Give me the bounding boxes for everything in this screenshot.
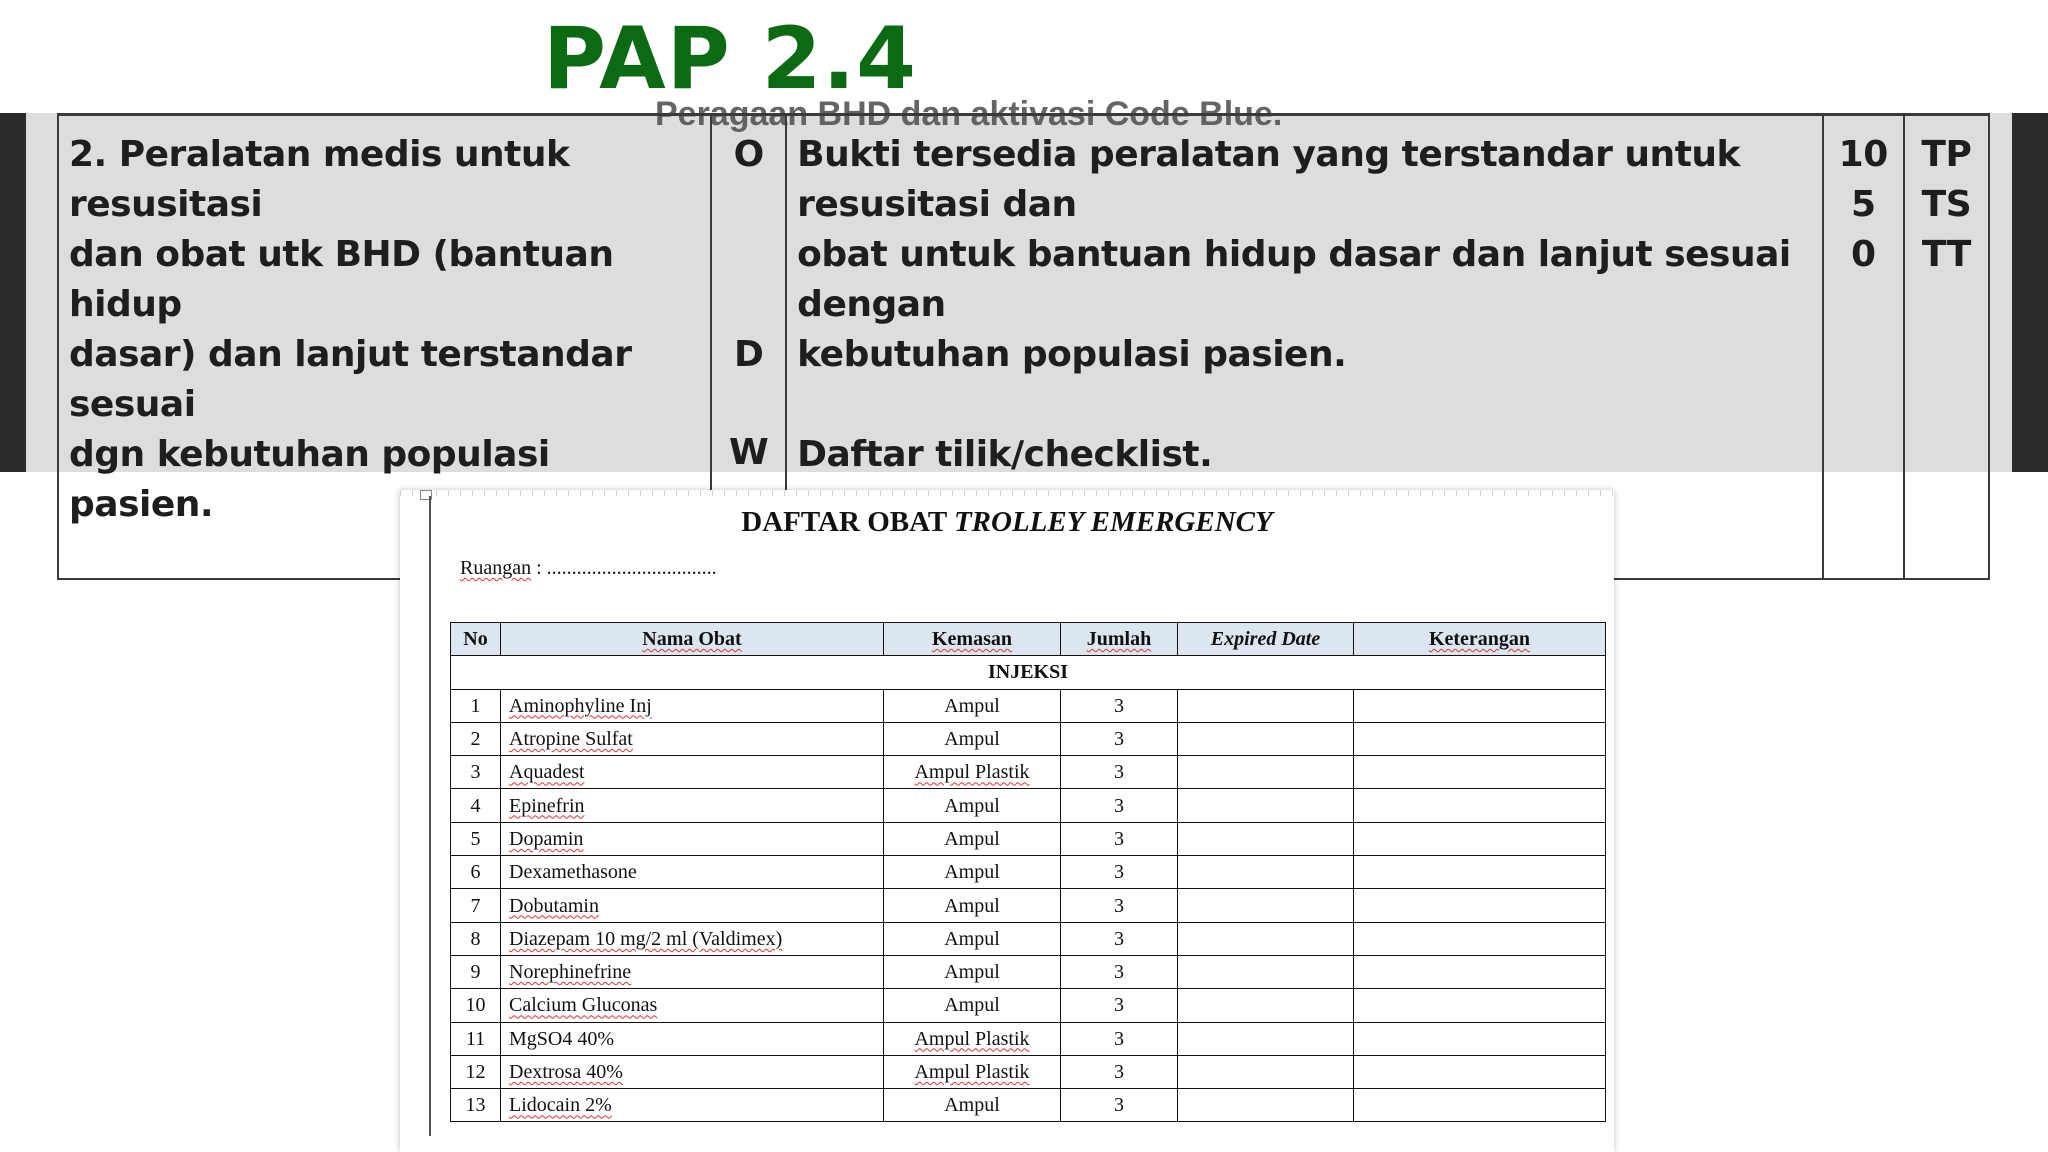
cell-qty: 3 bbox=[1061, 689, 1178, 722]
cell-notes bbox=[1354, 722, 1606, 755]
score-value: 0 bbox=[1850, 234, 1876, 275]
cell-expired bbox=[1178, 856, 1354, 889]
cell-drug-name: Norephinefrine bbox=[501, 955, 884, 988]
cell-drug-name: Calcium Gluconas bbox=[501, 989, 884, 1022]
cell-notes bbox=[1354, 756, 1606, 789]
cell-expired bbox=[1178, 789, 1354, 822]
element-o-line: Bukti tersedia peralatan yang terstandar untuk resusitasi dan bbox=[797, 134, 1740, 225]
slide-title: PAP 2.4 bbox=[543, 9, 918, 109]
band-left-edge bbox=[0, 113, 26, 472]
band-right-edge bbox=[2012, 113, 2048, 472]
col-header-no: No bbox=[451, 623, 501, 656]
cell-no: 3 bbox=[451, 756, 501, 789]
cell-drug-name: Aquadest bbox=[501, 756, 884, 789]
cell-expired bbox=[1178, 889, 1354, 922]
cell-expired bbox=[1178, 822, 1354, 855]
ruler bbox=[400, 490, 1614, 496]
cell-notes bbox=[1354, 1022, 1606, 1055]
col-header-expired: Expired Date bbox=[1178, 623, 1354, 656]
cell-pack: Ampul bbox=[884, 722, 1061, 755]
table-row bbox=[451, 689, 1606, 722]
section-row bbox=[451, 656, 1606, 689]
cell-no: 10 bbox=[451, 989, 501, 1022]
room-blank: : .................................. bbox=[531, 557, 717, 579]
cell-pack: Ampul bbox=[884, 689, 1061, 722]
score-label: TS bbox=[1921, 184, 1972, 225]
table-row bbox=[451, 955, 1606, 988]
cell-pack: Ampul bbox=[884, 955, 1061, 988]
code-d: D bbox=[733, 334, 764, 375]
cell-no: 12 bbox=[451, 1055, 501, 1088]
score-value: 5 bbox=[1850, 184, 1876, 225]
cell-drug-name: Diazepam 10 mg/2 ml (Valdimex) bbox=[501, 922, 884, 955]
cell-expired bbox=[1178, 922, 1354, 955]
cell-qty: 3 bbox=[1061, 789, 1178, 822]
table-row bbox=[451, 756, 1606, 789]
cell-expired bbox=[1178, 1022, 1354, 1055]
score-value: 10 bbox=[1838, 134, 1888, 175]
cell-qty: 3 bbox=[1061, 822, 1178, 855]
cell-notes bbox=[1354, 856, 1606, 889]
cell-pack: Ampul Plastik bbox=[884, 756, 1061, 789]
criteria-line: dasar) dan lanjut terstandar sesuai bbox=[69, 334, 632, 425]
cell-drug-name: MgSO4 40% bbox=[501, 1022, 884, 1055]
cell-expired bbox=[1178, 756, 1354, 789]
cell-pack: Ampul bbox=[884, 989, 1061, 1022]
document-title: DAFTAR OBAT TROLLEY EMERGENCY bbox=[741, 506, 1273, 538]
table-row bbox=[451, 722, 1606, 755]
cell-qty: 3 bbox=[1061, 756, 1178, 789]
cell-drug-name: Lidocain 2% bbox=[501, 1089, 884, 1122]
cell-notes bbox=[1354, 822, 1606, 855]
cell-expired bbox=[1178, 722, 1354, 755]
table-row bbox=[451, 989, 1606, 1022]
cell-pack: Ampul Plastik bbox=[884, 1055, 1061, 1088]
cell-pack: Ampul bbox=[884, 889, 1061, 922]
table-row bbox=[451, 1055, 1606, 1088]
table-row bbox=[451, 1022, 1606, 1055]
cell-notes bbox=[1354, 989, 1606, 1022]
document-page bbox=[400, 490, 1614, 1152]
cell-notes bbox=[1354, 789, 1606, 822]
cell-drug-name: Atropine Sulfat bbox=[501, 722, 884, 755]
cell-pack: Ampul bbox=[884, 789, 1061, 822]
col-header-name: Nama Obat bbox=[501, 623, 884, 656]
cell-no: 9 bbox=[451, 955, 501, 988]
cell-drug-name: Aminophyline Inj bbox=[501, 689, 884, 722]
room-line bbox=[460, 557, 717, 580]
score-label-cell bbox=[1904, 115, 1989, 580]
score-label: TT bbox=[1921, 234, 1971, 275]
cell-no: 2 bbox=[451, 722, 501, 755]
cell-notes bbox=[1354, 689, 1606, 722]
cell-drug-name: Dextrosa 40% bbox=[501, 1055, 884, 1088]
cell-no: 11 bbox=[451, 1022, 501, 1055]
cell-drug-name: Epinefrin bbox=[501, 789, 884, 822]
section-label: INJEKSI bbox=[451, 656, 1606, 689]
table-row bbox=[451, 1089, 1606, 1122]
cell-notes bbox=[1354, 1055, 1606, 1088]
cell-qty: 3 bbox=[1061, 1089, 1178, 1122]
cell-pack: Ampul bbox=[884, 922, 1061, 955]
cell-no: 4 bbox=[451, 789, 501, 822]
cell-no: 8 bbox=[451, 922, 501, 955]
cell-qty: 3 bbox=[1061, 1022, 1178, 1055]
cell-no: 6 bbox=[451, 856, 501, 889]
cell-no: 7 bbox=[451, 889, 501, 922]
table-row bbox=[451, 922, 1606, 955]
header-row bbox=[451, 623, 1606, 656]
drug-table bbox=[450, 622, 1606, 1122]
cell-notes bbox=[1354, 889, 1606, 922]
cell-expired bbox=[1178, 989, 1354, 1022]
cut-off-previous-row: Peragaan BHD dan aktivasi Code Blue. bbox=[655, 95, 1283, 133]
cell-notes bbox=[1354, 922, 1606, 955]
cell-qty: 3 bbox=[1061, 955, 1178, 988]
cell-expired bbox=[1178, 1055, 1354, 1088]
col-header-pack: Kemasan bbox=[884, 623, 1061, 656]
table-row bbox=[451, 822, 1606, 855]
col-header-notes: Keterangan bbox=[1354, 623, 1606, 656]
score-label: TP bbox=[1921, 134, 1972, 175]
element-o-line: kebutuhan populasi pasien. bbox=[797, 334, 1347, 375]
cell-drug-name: Dopamin bbox=[501, 822, 884, 855]
col-header-qty: Jumlah bbox=[1061, 623, 1178, 656]
code-o: O bbox=[733, 134, 764, 175]
element-o-line: obat untuk bantuan hidup dasar dan lanjut sesuai dengan bbox=[797, 234, 1791, 325]
cell-expired bbox=[1178, 689, 1354, 722]
cell-qty: 3 bbox=[1061, 989, 1178, 1022]
cell-no: 5 bbox=[451, 822, 501, 855]
room-label: Ruangan bbox=[460, 557, 532, 579]
cell-pack: Ampul bbox=[884, 856, 1061, 889]
code-w: W bbox=[729, 432, 769, 473]
cell-expired bbox=[1178, 955, 1354, 988]
criteria-line: dan obat utk BHD (bantuan hidup bbox=[69, 234, 614, 325]
cell-pack: Ampul bbox=[884, 822, 1061, 855]
cell-drug-name: Dexamethasone bbox=[501, 856, 884, 889]
margin-line bbox=[429, 496, 431, 1136]
table-row bbox=[451, 789, 1606, 822]
criteria-line: 2. Peralatan medis untuk resusitasi bbox=[69, 134, 570, 225]
cell-pack: Ampul bbox=[884, 1089, 1061, 1122]
cell-qty: 3 bbox=[1061, 856, 1178, 889]
cell-drug-name: Dobutamin bbox=[501, 889, 884, 922]
element-d-text: Daftar tilik/checklist. bbox=[797, 434, 1213, 475]
cell-no: 13 bbox=[451, 1089, 501, 1122]
score-cell bbox=[1823, 115, 1904, 580]
table-row bbox=[451, 856, 1606, 889]
criteria-line: dgn kebutuhan populasi pasien. bbox=[69, 434, 550, 525]
cell-expired bbox=[1178, 1089, 1354, 1122]
cell-notes bbox=[1354, 1089, 1606, 1122]
cell-qty: 3 bbox=[1061, 889, 1178, 922]
cell-notes bbox=[1354, 955, 1606, 988]
table-row bbox=[451, 889, 1606, 922]
cell-qty: 3 bbox=[1061, 1055, 1178, 1088]
cell-qty: 3 bbox=[1061, 922, 1178, 955]
cell-pack: Ampul Plastik bbox=[884, 1022, 1061, 1055]
cell-no: 1 bbox=[451, 689, 501, 722]
cell-qty: 3 bbox=[1061, 722, 1178, 755]
